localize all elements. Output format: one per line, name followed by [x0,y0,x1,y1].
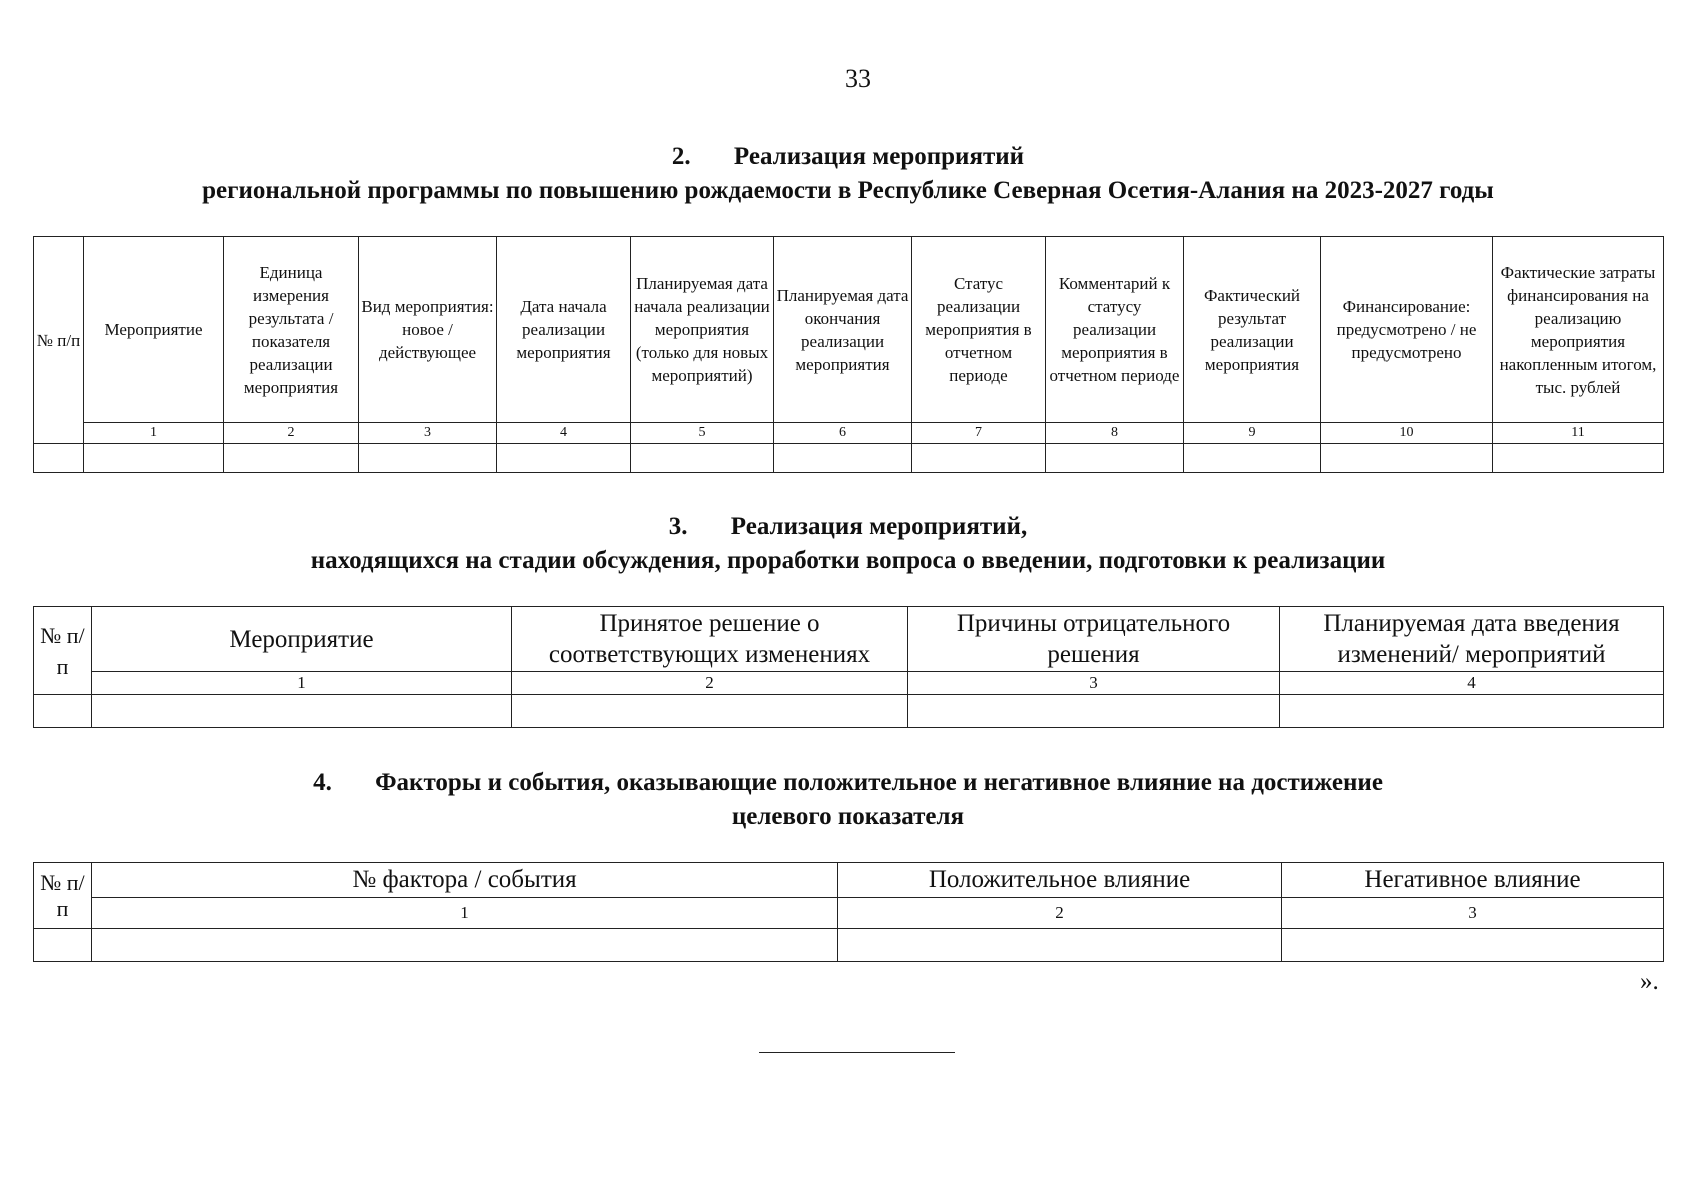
table-row [34,695,1664,728]
column-number: 8 [1046,423,1184,444]
empty-cell[interactable] [512,695,908,728]
section2-heading [0,140,1696,208]
header-cell: Планируемая дата начала реализации мероприятия (только для новых мероприятий) [631,237,774,423]
empty-cell[interactable] [838,929,1282,962]
table-header-row [34,607,1664,672]
header-cell: № п/п [34,237,84,444]
section4-heading [0,766,1696,834]
section3-heading [0,510,1696,578]
header-cell: Фактический результат реализации мероприятия [1184,237,1321,423]
table-row [34,929,1664,962]
column-number: 6 [774,423,912,444]
empty-cell[interactable] [34,695,92,728]
column-number: 4 [1280,672,1664,695]
column-number: 3 [1282,898,1664,929]
column-number: 2 [838,898,1282,929]
column-number: 1 [92,672,512,695]
header-cell: Комментарий к статусу реализации мероприятия в отчетном периоде [1046,237,1184,423]
section2-title-line1 [0,140,1696,174]
section2-table [33,236,1664,473]
empty-cell[interactable] [34,929,92,962]
column-number-row [34,898,1664,929]
header-cell: Дата начала реализации мероприятия [497,237,631,423]
column-number: 3 [908,672,1280,695]
table-header-row [34,237,1664,423]
column-number: 2 [224,423,359,444]
column-number: 10 [1321,423,1493,444]
section4-title-text: Факторы и события, оказывающие положительное и негативное влияние на достижение [375,769,1383,796]
section3-number: 3. [668,513,688,540]
section2-title-line2: региональной программы по повышению рождаемости в Республике Северная Осетия-Алания на 2023-2027 годы [202,177,1494,204]
empty-cell[interactable] [1321,444,1493,473]
page-number: 33 [845,64,871,93]
empty-cell[interactable] [1493,444,1664,473]
column-number: 1 [84,423,224,444]
column-number-row [34,423,1664,444]
column-number: 2 [512,672,908,695]
closing-quote: ». [1640,968,1659,995]
header-cell: Причины отрицательного решения [908,607,1280,672]
section4-number: 4. [313,769,332,796]
footer-divider [759,1052,955,1053]
empty-cell[interactable] [1184,444,1321,473]
section2-number: 2. [671,143,691,170]
empty-cell[interactable] [92,695,512,728]
section4-title-line2: целевого показателя [731,803,965,830]
empty-cell[interactable] [1046,444,1184,473]
section2-title-text: Реализация мероприятий [733,143,1025,170]
section3-table [33,606,1664,728]
empty-cell[interactable] [34,444,84,473]
section4-title-line1 [0,766,1696,800]
header-cell: Принятое решение о соответствующих изменениях [512,607,908,672]
header-cell: Фактические затраты финансирования на реализацию мероприятия накопленным итогом, тыс. рублей [1493,237,1664,423]
empty-cell[interactable] [497,444,631,473]
header-cell: Мероприятие [92,607,512,672]
header-cell: Вид мероприятия: новое / действующее [359,237,497,423]
empty-cell[interactable] [1282,929,1664,962]
section3-title-text: Реализация мероприятий, [730,513,1028,540]
column-number: 9 [1184,423,1321,444]
table-header-row [34,863,1664,898]
empty-cell[interactable] [92,929,838,962]
empty-cell[interactable] [908,695,1280,728]
section3-title-line1 [0,510,1696,544]
column-number: 11 [1493,423,1664,444]
header-cell: Планируемая дата окончания реализации мероприятия [774,237,912,423]
header-cell: Статус реализации мероприятия в отчетном периоде [912,237,1046,423]
empty-cell[interactable] [912,444,1046,473]
empty-cell[interactable] [224,444,359,473]
column-number: 1 [92,898,838,929]
header-cell: Финансирование: предусмотрено / не предусмотрено [1321,237,1493,423]
header-cell: № п/п [34,607,92,695]
header-cell: Негативное влияние [1282,863,1664,898]
empty-cell[interactable] [359,444,497,473]
table-row [34,444,1664,473]
column-number: 4 [497,423,631,444]
header-cell: № п/п [34,863,92,929]
header-cell: Планируемая дата введения изменений/ мероприятий [1280,607,1664,672]
header-cell: № фактора / события [92,863,838,898]
empty-cell[interactable] [1280,695,1664,728]
column-number: 3 [359,423,497,444]
section4-table [33,862,1664,962]
empty-cell[interactable] [774,444,912,473]
header-cell: Положительное влияние [838,863,1282,898]
column-number: 7 [912,423,1046,444]
header-cell: Мероприятие [84,237,224,423]
column-number-row [34,672,1664,695]
column-number: 5 [631,423,774,444]
empty-cell[interactable] [84,444,224,473]
empty-cell[interactable] [631,444,774,473]
section3-title-line2: находящихся на стадии обсуждения, проработки вопроса о введении, подготовки к реализации [310,547,1386,574]
header-cell: Единица измерения результата / показателя реализации мероприятия [224,237,359,423]
